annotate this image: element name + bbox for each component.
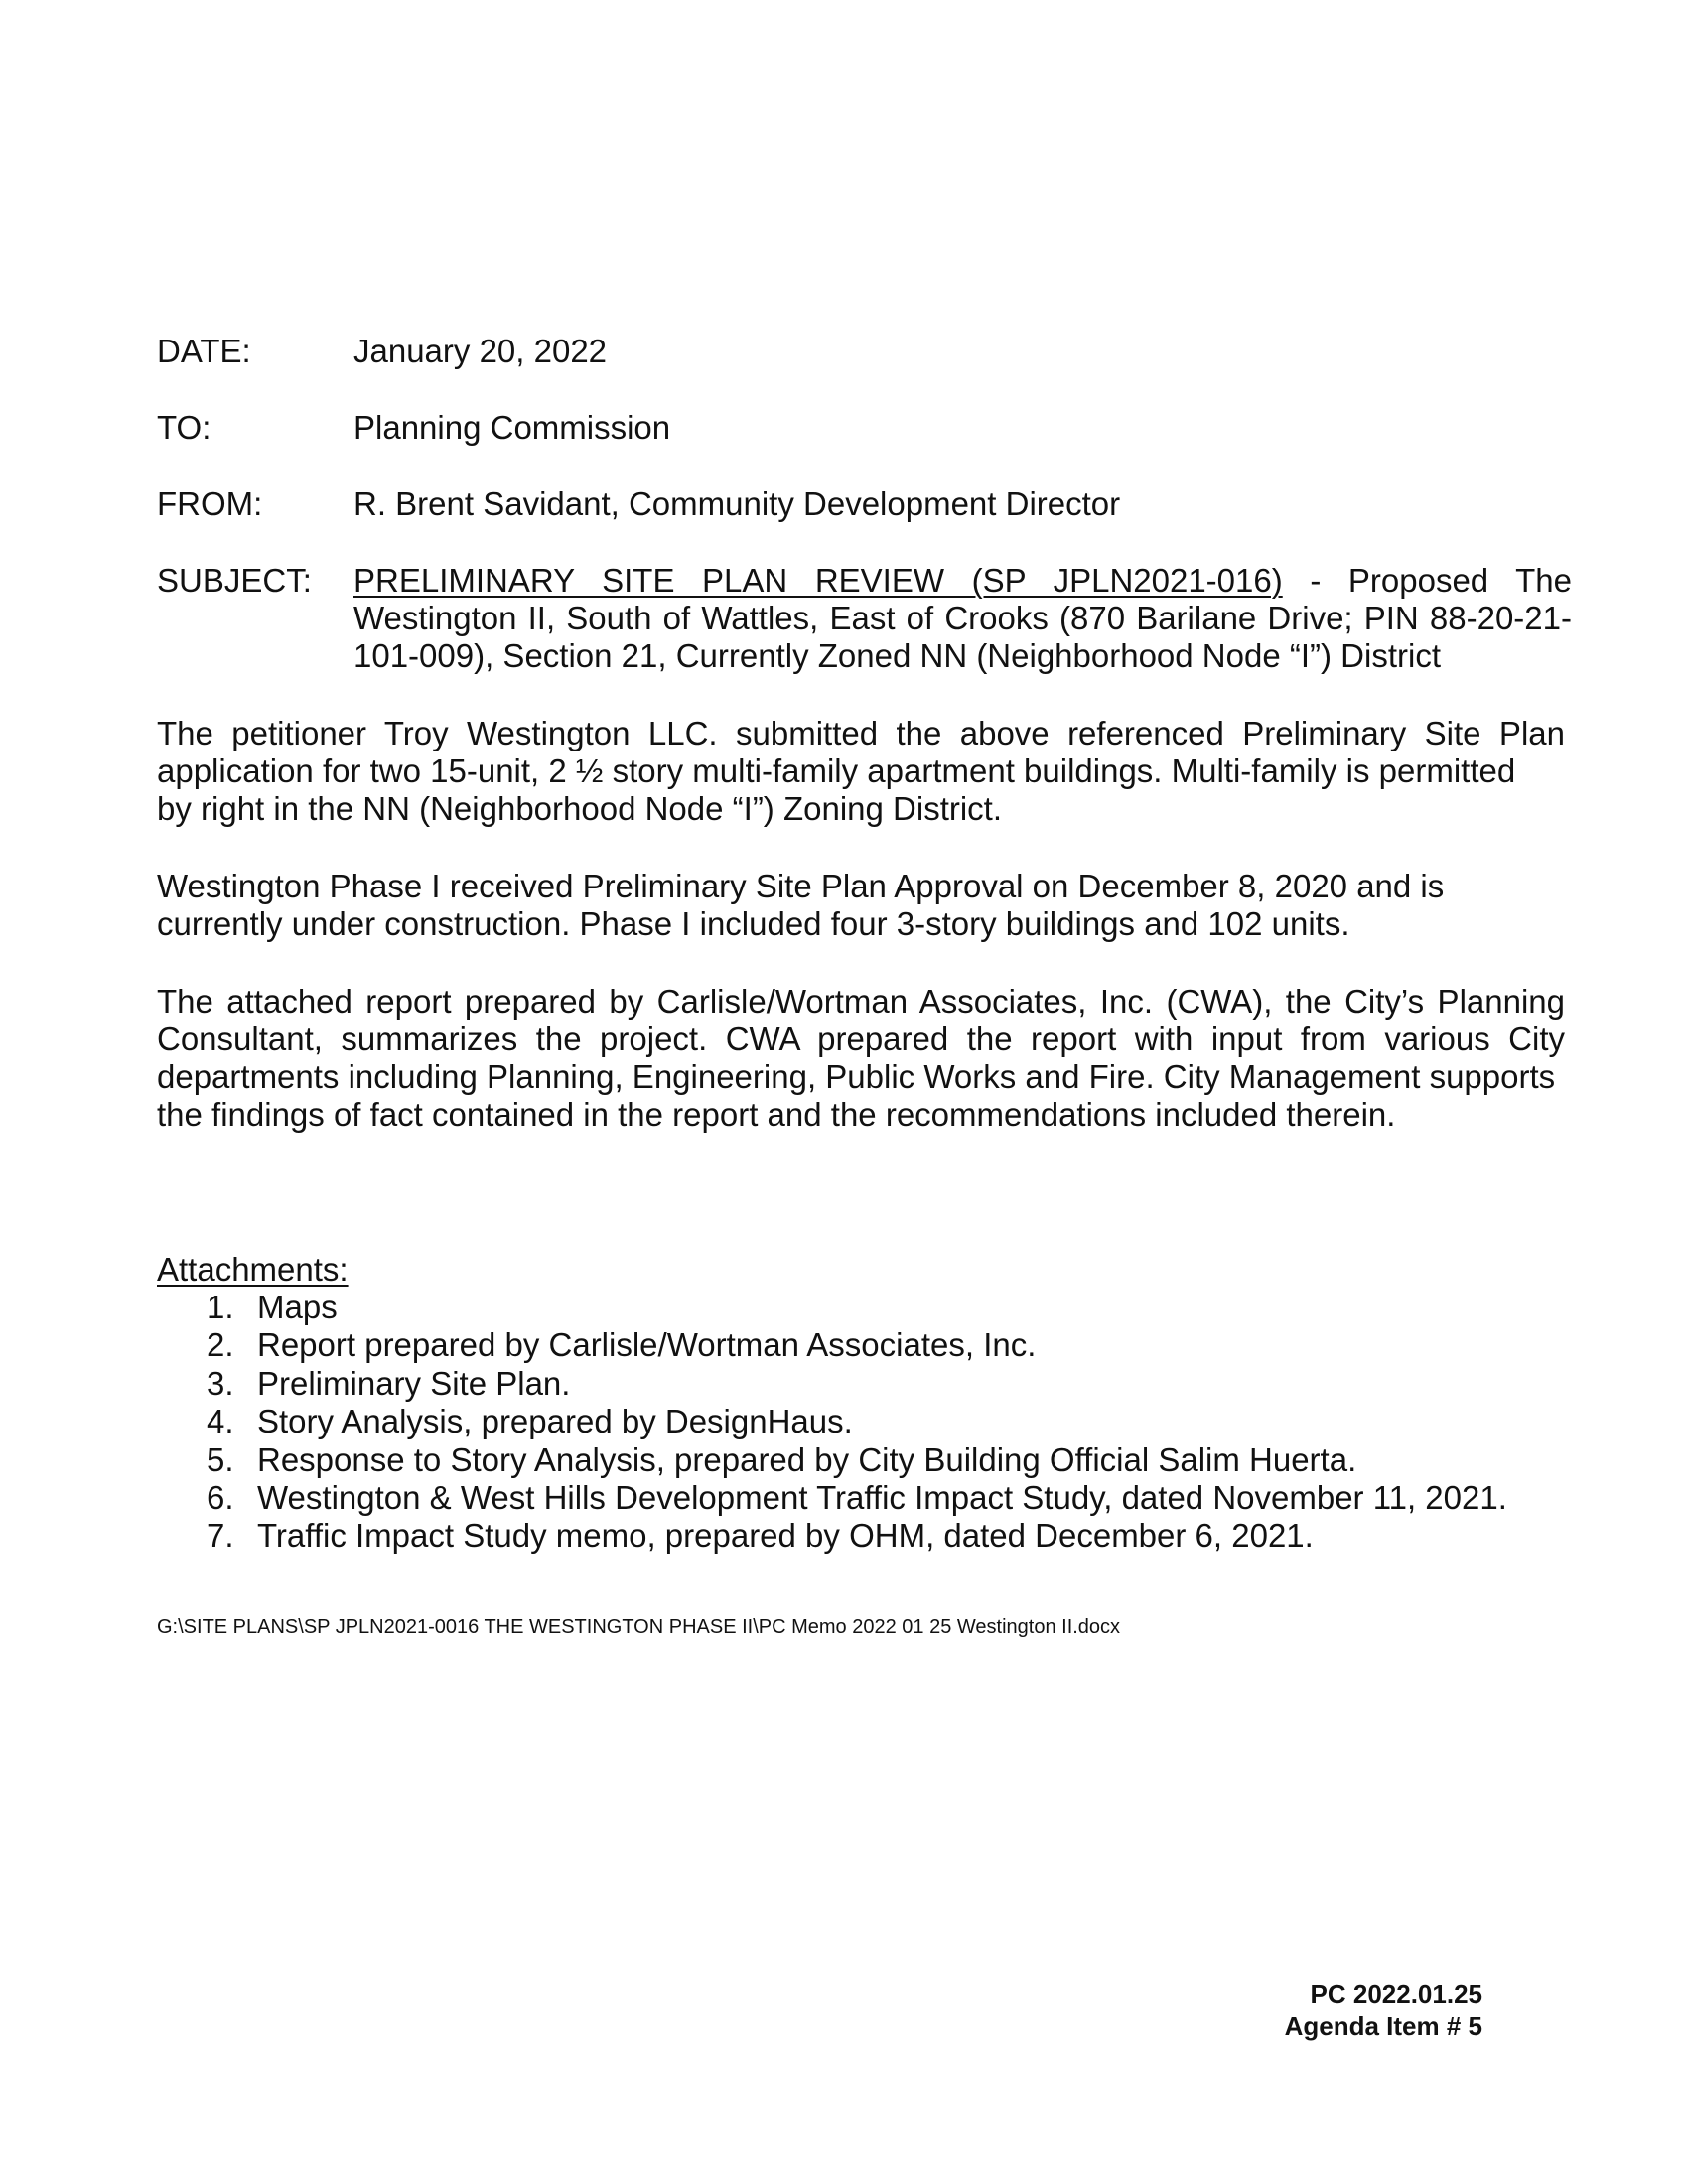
subject-description: - Proposed The Westington II, South of Wattles, East of Crooks (870 Barilane Drive; PIN 88-20-21-101-009), Section 21, Currently Zoned NN (Neighborhood Node “I”) District — [353, 562, 1572, 674]
paragraph-phase-one-tail: currently under construction. Phase I included four 3-story buildings and 102 units. — [157, 905, 1350, 942]
footer-agenda-item: Agenda Item # 5 — [1284, 2011, 1482, 2041]
attachment-text: Traffic Impact Study memo, prepared by OHM, dated December 6, 2021. — [257, 1517, 1314, 1555]
paragraph-report-tail: the findings of fact contained in the report and the recommendations included therein. — [157, 1096, 1396, 1133]
attachment-number: 3. — [207, 1364, 234, 1402]
file-path: G:\SITE PLANS\SP JPLN2021-0016 THE WESTINGTON PHASE II\PC Memo 2022 01 25 Westington II.docx — [157, 1616, 1121, 1638]
paragraph-petitioner-text: The petitioner Troy Westington LLC. submitted the above referenced Preliminary Site Plan application for two 15-unit, 2 ½ story multi-family apartment buildings. Multi-family is permitted — [157, 715, 1565, 789]
attachment-number: 2. — [207, 1326, 234, 1364]
date-value: January 20, 2022 — [353, 333, 608, 369]
attachment-text: Maps — [257, 1289, 338, 1325]
agenda-footer — [1285, 1979, 1482, 2042]
attachment-number: 7. — [207, 1517, 234, 1555]
attachment-number: 6. — [207, 1478, 234, 1516]
paragraph-report — [157, 983, 1565, 1134]
paragraph-phase-one-text: Westington Phase I received Preliminary Site Plan Approval on December 8, 2020 and is — [157, 868, 1445, 904]
attachment-text: Westington & West Hills Development Traffic Impact Study, dated November 11, 2021. — [257, 1478, 1507, 1516]
paragraph-phase-one — [157, 868, 1565, 943]
footer-meeting-code: PC 2022.01.25 — [1310, 1979, 1482, 2009]
from-label: FROM: — [157, 485, 263, 522]
from-value: R. Brent Savidant, Community Development Director — [353, 485, 1121, 522]
attachment-text: Preliminary Site Plan. — [257, 1364, 571, 1402]
paragraph-petitioner — [157, 715, 1565, 828]
attachment-text: Story Analysis, prepared by DesignHaus. — [257, 1403, 853, 1440]
attachments-heading: Attachments: — [157, 1251, 349, 1288]
subject-label: SUBJECT: — [157, 562, 312, 599]
attachment-number: 5. — [207, 1440, 234, 1478]
to-label: TO: — [157, 409, 211, 446]
attachment-number: 1. — [207, 1289, 234, 1325]
paragraph-report-text: The attached report prepared by Carlisle/Wortman Associates, Inc. (CWA), the City’s Planning Consultant, summarizes the project. CWA prepared the report with input from various City departments including Planning, Engineering, Public Works and Fire. City Management supports — [157, 983, 1565, 1095]
attachment-text: Response to Story Analysis, prepared by City Building Official Salim Huerta. — [257, 1440, 1357, 1478]
subject-value — [353, 562, 1572, 675]
attachment-number: 4. — [207, 1403, 234, 1440]
subject-case-title: PRELIMINARY SITE PLAN REVIEW (SP JPLN2021-016) — [353, 562, 1283, 599]
to-value: Planning Commission — [353, 409, 671, 446]
attachment-text: Report prepared by Carlisle/Wortman Associates, Inc. — [257, 1326, 1037, 1364]
paragraph-petitioner-tail: by right in the NN (Neighborhood Node “I”) Zoning District. — [157, 790, 1003, 827]
date-label: DATE: — [157, 333, 251, 369]
